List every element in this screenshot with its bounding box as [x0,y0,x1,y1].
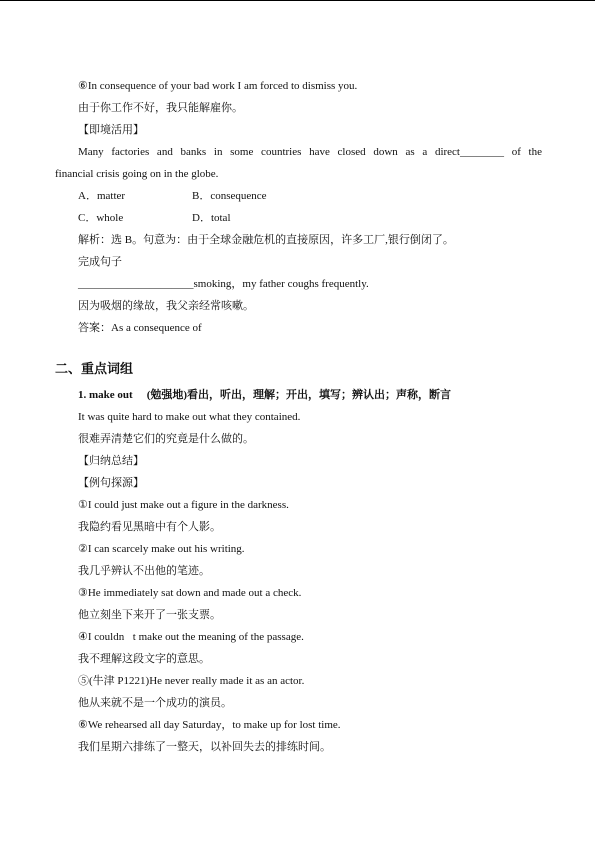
section-heading: 二、重点词组 [55,362,134,377]
explanation: 解析：选 B。句意为：由于全球金融危机的直接原因，许多工厂,银行倒闭了。 [78,234,454,246]
example-6b-english: ⑥We rehearsed all day Saturday，to make up for lost time. [78,719,341,731]
practice-tag: 【即境活用】 [78,124,144,136]
option-c: C．whole [78,212,124,224]
option-a: A．matter [78,190,126,202]
example-0-chinese: 很难弄清楚它们的究竟是什么做的。 [78,433,254,445]
example-1-english: ①I could just make out a figure in the darkness. [78,499,289,511]
entry-headword: 1. make out [78,389,133,401]
example-1-chinese: 我隐约看见黑暗中有个人影。 [78,521,221,533]
example-2-english: ②I can scarcely make out his writing. [78,543,245,555]
blank-sentence: _____________________smoking，my father coughs frequently. [78,278,369,290]
example-6-chinese: 由于你工作不好，我只能解雇你。 [78,102,243,114]
example-0-english: It was quite hard to make out what they contained. [78,411,301,423]
example-5-chinese: 他从来就不是一个成功的演员。 [78,697,232,709]
example-5-english: ⑤(牛津 P1221)He never really made it as an actor. [78,675,305,687]
question-line-1: Many factories and banks in some countries have closed down as a direct________ of the [78,146,542,158]
example-3-english: ③He immediately sat down and made out a check. [78,587,302,599]
entry-definition: (勉强地)看出，听出，理解；开出，填写；辨认出；声称，断言 [146,389,452,401]
example-6b-chinese: 我们星期六排练了一整天，以补回失去的排练时间。 [78,741,331,753]
answer: 答案：As a consequence of [78,322,202,334]
blank-sentence-chinese: 因为吸烟的缘故，我父亲经常咳嗽。 [78,300,254,312]
example-4-english: ④I couldn t make out the meaning of the passage. [78,631,304,643]
option-d: D．total [192,212,231,224]
example-3-chinese: 他立刻坐下来开了一张支票。 [78,609,221,621]
entry-make-out [78,388,451,402]
example-6-english: ⑥In consequence of your bad work I am forced to dismiss you. [78,80,358,92]
page-top-rule [0,0,595,1]
example-4-chinese: 我不理解这段文字的意思。 [78,653,210,665]
complete-sentence-label: 完成句子 [78,256,122,268]
option-b: B．consequence [192,190,267,202]
source-tag: 【例句探源】 [78,477,144,489]
summary-tag: 【归纳总结】 [78,455,144,467]
question-line-2: financial crisis going on in the globe. [55,168,219,180]
example-2-chinese: 我几乎辨认不出他的笔迹。 [78,565,210,577]
